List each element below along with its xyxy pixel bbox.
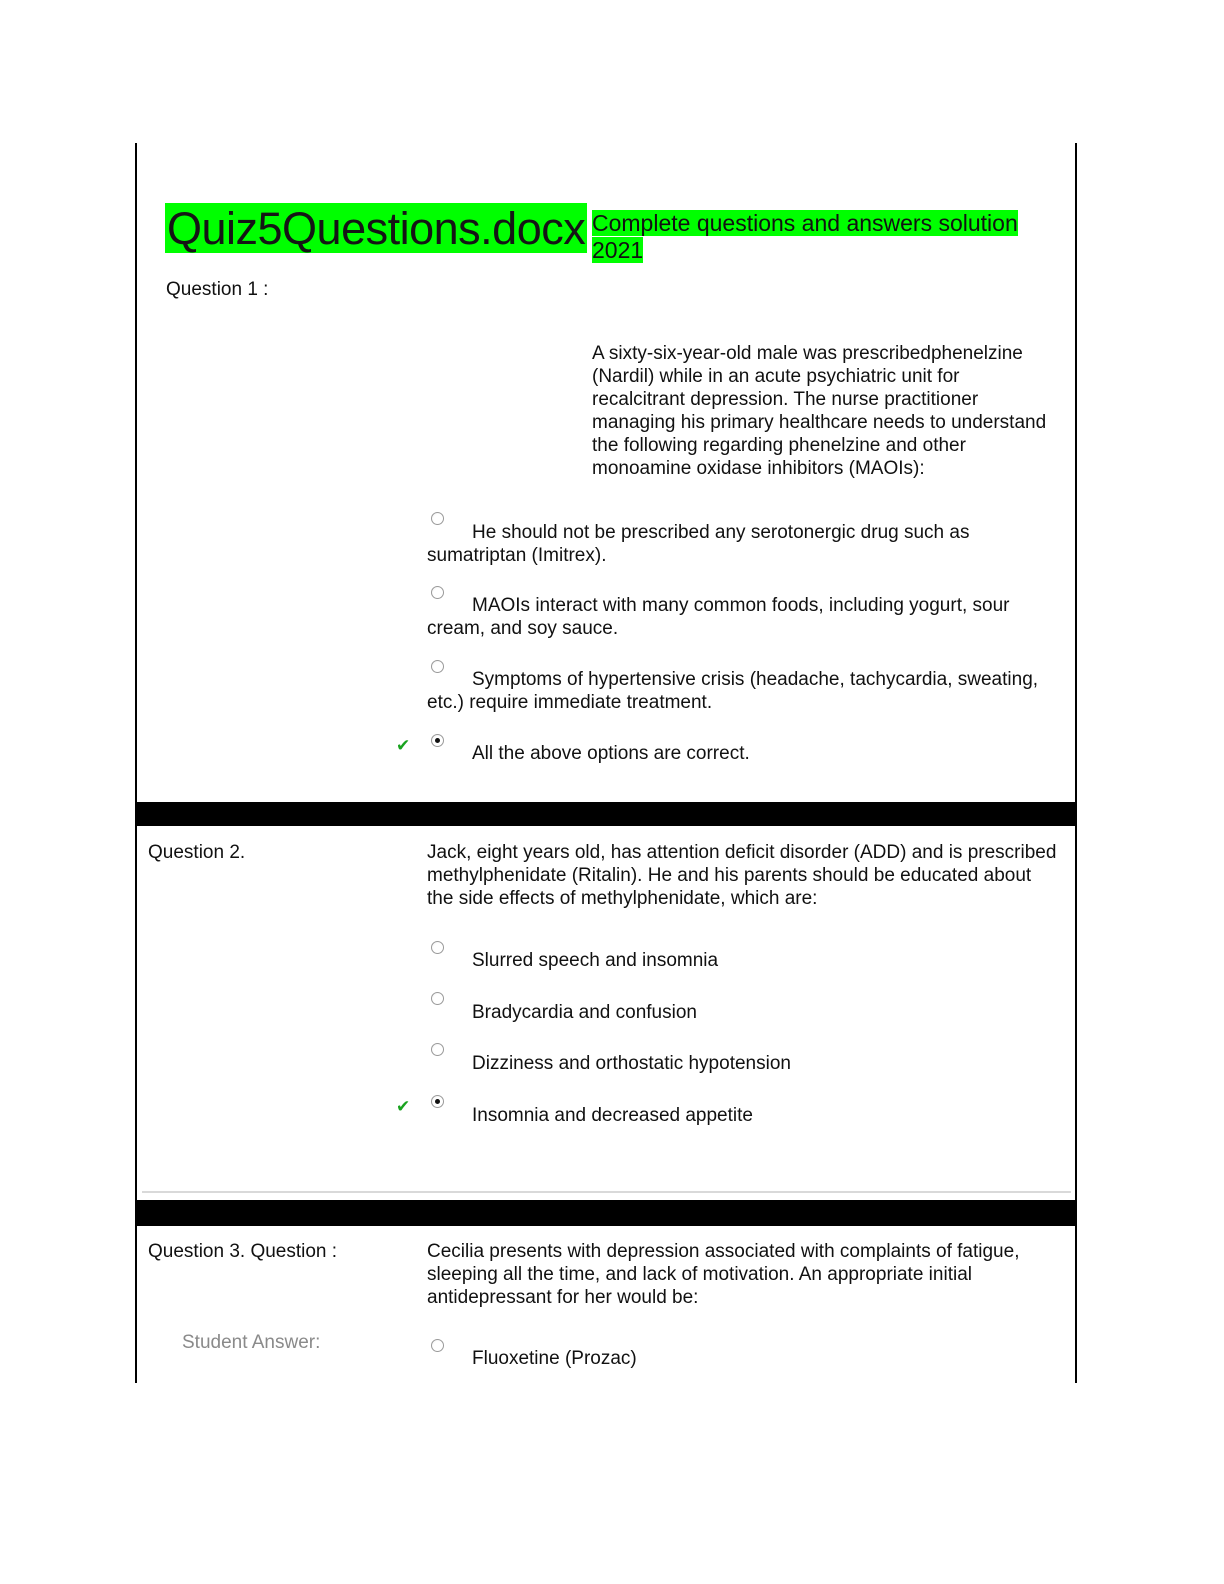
option-text: Symptoms of hypertensive crisis (headache, tachycardia, sweating, etc.) require immediate treatment. (427, 669, 1039, 713)
question-2-stem: Jack, eight years old, has attention deficit disorder (ADD) and is prescribed methylphenidate (Ritalin). He and his parents should be educated about the side effects of methylphenidate, which are: (427, 842, 1057, 909)
page-border-left (135, 143, 137, 1383)
separator-line (142, 1191, 1071, 1193)
document-title: Quiz5Questions.docx (167, 203, 586, 254)
question-2-option-2[interactable] (427, 1001, 1067, 1024)
option-text: MAOIs interact with many common foods, including yogurt, sour cream, and soy sauce. (427, 595, 1010, 639)
question-2-option-4[interactable] (427, 1104, 1067, 1127)
question-1-option-2[interactable] (427, 594, 1067, 640)
section-divider-bar (136, 1200, 1077, 1226)
question-1-option-3[interactable] (427, 668, 1067, 714)
question-3-label: Question 3. Question : (148, 1241, 338, 1262)
option-text: Dizziness and orthostatic hypotension (472, 1053, 791, 1074)
question-1-option-1[interactable] (427, 521, 1067, 567)
correct-check-icon: ✔ (396, 1097, 411, 1116)
document-subtitle (592, 210, 1036, 264)
document-subtitle-text: Complete questions and answers solution 2021 (592, 210, 1018, 263)
question-1-stem: A sixty-six-year-old male was prescribedphenelzine (Nardil) while in an acute psychiatric unit for recalcitrant depression. The nurse practitioner managing his primary healthcare needs to understand the following regarding phenelzine and other monoamine oxidase inhibitors (MAOIs): (592, 343, 1047, 479)
question-2-option-3[interactable] (427, 1052, 1067, 1075)
option-text: Insomnia and decreased appetite (472, 1105, 753, 1126)
option-text: Slurred speech and insomnia (472, 950, 719, 971)
question-2-option-1[interactable] (427, 949, 1067, 972)
question-1-label: Question 1 : (166, 279, 269, 300)
question-3-stem: Cecilia presents with depression associated with complaints of fatigue, sleeping all the time, and lack of motivation. An appropriate initial antidepressant for her would be: (427, 1241, 1020, 1308)
option-text: He should not be prescribed any serotonergic drug such as sumatriptan (Imitrex). (427, 522, 970, 566)
correct-check-icon: ✔ (396, 736, 411, 755)
question-3-option-1[interactable] (427, 1347, 1067, 1370)
option-text: Bradycardia and confusion (472, 1002, 697, 1023)
section-divider-bar (136, 802, 1077, 826)
option-text: Fluoxetine (Prozac) (472, 1348, 637, 1369)
option-text: All the above options are correct. (472, 743, 750, 764)
question-2-label: Question 2. (148, 842, 246, 863)
page-border-right (1075, 143, 1077, 1383)
student-answer-label: Student Answer: (182, 1332, 321, 1353)
question-1-option-4[interactable] (427, 742, 1067, 765)
